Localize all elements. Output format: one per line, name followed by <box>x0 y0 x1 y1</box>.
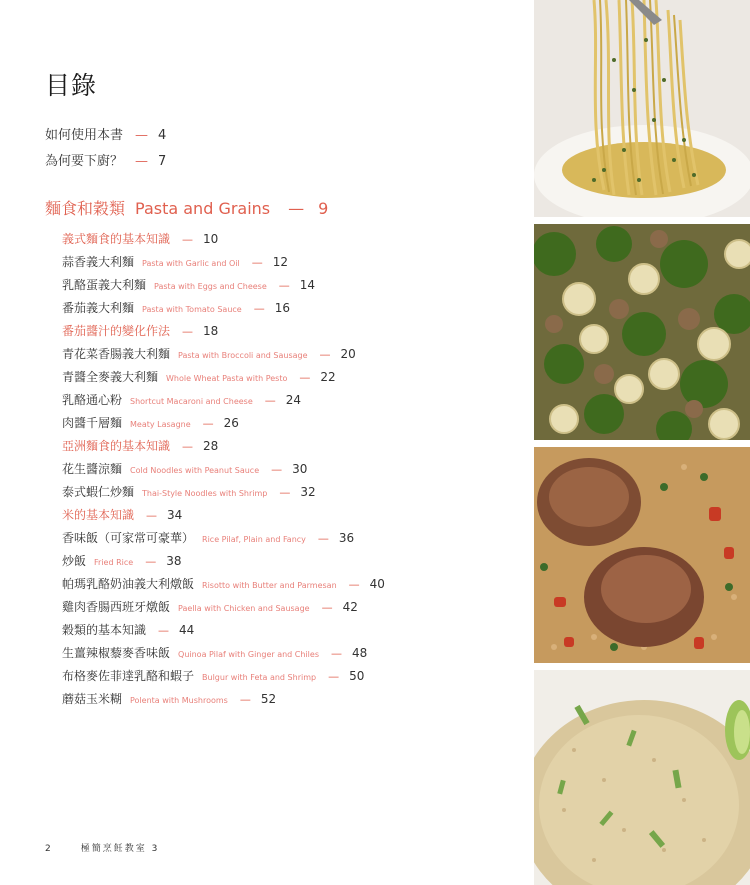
toc-entry[interactable] <box>62 691 522 714</box>
toc-title-zh: 蒜香義大利麵 <box>62 255 135 269</box>
toc-title-zh: 花生醬涼麵 <box>62 462 123 476</box>
toc-dash: — <box>251 256 263 269</box>
toc-title-en: Shortcut Macaroni and Cheese <box>130 397 253 406</box>
toc-dash: — <box>317 532 329 545</box>
toc-page-number: 48 <box>352 646 368 660</box>
toc-page-number: 44 <box>179 623 195 637</box>
toc-dash: — <box>253 302 265 315</box>
toc-title-zh: 乳酪蛋義大利麵 <box>62 278 147 292</box>
section-title-en: Pasta and Grains <box>135 199 271 218</box>
toc-page-number: 7 <box>158 154 167 169</box>
toc-entry[interactable] <box>62 438 522 461</box>
toc-title-zh: 泰式蝦仁炒麵 <box>62 485 135 499</box>
toc-title-zh: 番茄醬汁的變化作法 <box>62 324 171 338</box>
toc-entry[interactable] <box>62 392 522 415</box>
toc-entry[interactable] <box>62 530 522 553</box>
toc-title-en: Pasta with Tomato Sauce <box>142 305 242 314</box>
toc-page-number: 4 <box>158 128 167 143</box>
toc-title-zh: 為何要下廚？ <box>45 154 124 169</box>
toc-page-number: 28 <box>203 439 219 453</box>
toc-title-en: Pasta with Garlic and Oil <box>142 259 240 268</box>
toc-title-en: Pasta with Eggs and Cheese <box>154 282 267 291</box>
toc-dash: — <box>135 128 149 143</box>
section-title-zh: 麵食和穀類 <box>45 199 126 218</box>
toc-title-en: Pasta with Broccoli and Sausage <box>178 351 308 360</box>
toc-page-number: 12 <box>272 255 289 269</box>
toc-page-number: 20 <box>340 347 356 361</box>
toc-title-zh: 青醬全麥義大利麵 <box>62 370 159 384</box>
toc-dash: — <box>145 555 157 568</box>
toc-title-en: Bulgur with Feta and Shrimp <box>202 673 317 682</box>
toc-dash: — <box>182 440 194 453</box>
toc-title-en: Cold Noodles with Peanut Sauce <box>130 466 260 475</box>
footer-book-title: 極簡烹飪教室 3 <box>80 844 160 854</box>
toc-entry[interactable] <box>62 415 522 438</box>
toc-entry[interactable] <box>62 369 522 392</box>
toc-dash: — <box>331 647 342 660</box>
toc-page-number: 40 <box>369 577 385 591</box>
toc-dash: — <box>328 670 340 683</box>
toc-dash: — <box>239 693 251 706</box>
toc-title-zh: 亞洲麵食的基本知識 <box>62 439 171 453</box>
toc-title-zh: 青花菜香腸義大利麵 <box>62 347 171 361</box>
toc-dash: — <box>182 325 194 338</box>
toc-dash: — <box>182 233 194 246</box>
toc-page-number: 34 <box>167 508 183 522</box>
toc-dash: — <box>321 601 333 614</box>
toc-dash: — <box>202 417 214 430</box>
page-footer <box>45 841 159 854</box>
toc-page-number: 14 <box>299 278 316 292</box>
toc-title-en: Meaty Lasagne <box>130 420 191 429</box>
toc-entry[interactable] <box>62 300 522 323</box>
toc-page-number: 26 <box>223 416 239 430</box>
toc-page-number: 30 <box>292 462 308 476</box>
footer-page-number: 2 <box>45 844 51 854</box>
toc-title-zh: 肉醬千層麵 <box>62 416 123 430</box>
toc-title-en: Whole Wheat Pasta with Pesto <box>166 374 288 383</box>
toc-title-zh: 番茄義大利麵 <box>62 301 135 315</box>
toc-entry[interactable] <box>62 622 522 645</box>
toc-dash: — <box>264 394 276 407</box>
toc-page-number: 38 <box>166 554 182 568</box>
toc-entry[interactable] <box>62 576 522 599</box>
toc-dash: — <box>288 199 305 218</box>
toc-entry[interactable] <box>62 553 522 576</box>
toc-title-zh: 雞肉香腸西班牙燉飯 <box>62 600 171 614</box>
toc-title-zh: 布格麥佐菲達乳酪和蝦子 <box>62 669 195 683</box>
toc-title-zh: 穀類的基本知識 <box>62 623 147 637</box>
toc-page-number: 18 <box>203 324 219 338</box>
toc-page-number: 24 <box>285 393 302 407</box>
toc-entry[interactable] <box>62 668 522 691</box>
toc-title-zh: 米的基本知識 <box>62 508 135 522</box>
toc-title-zh: 香味飯（可家常可豪華） <box>62 531 195 545</box>
toc-entry[interactable] <box>62 254 522 277</box>
quinoa-pilaf-photo <box>534 670 750 885</box>
toc-page-number: 32 <box>300 485 316 499</box>
toc-entry[interactable] <box>62 231 522 254</box>
toc-title-en: Paella with Chicken and Sausage <box>178 604 310 613</box>
paella-chicken-photo <box>534 447 750 663</box>
toc-dash: — <box>158 624 170 637</box>
toc-title-zh: 如何使用本書 <box>45 128 124 143</box>
toc-page-number: 50 <box>349 669 365 683</box>
toc-page-number: 52 <box>260 692 277 706</box>
toc-intro-row[interactable] <box>45 152 166 178</box>
toc-title-en: Fried Rice <box>94 558 134 567</box>
toc-entry[interactable] <box>62 277 522 300</box>
toc-title-en: Polenta with Mushrooms <box>130 696 228 705</box>
orecchiette-broccoli-photo <box>534 224 750 440</box>
toc-title-en: Thai-Style Noodles with Shrimp <box>142 489 268 498</box>
toc-list <box>62 231 522 714</box>
toc-title-zh: 炒飯 <box>62 554 87 568</box>
toc-entry[interactable] <box>62 346 522 369</box>
toc-dash: — <box>319 348 331 361</box>
toc-entry[interactable] <box>62 507 522 530</box>
page-title: 目錄 <box>45 71 98 100</box>
toc-entry[interactable] <box>62 484 522 507</box>
toc-dash: — <box>135 154 149 169</box>
toc-entry[interactable] <box>62 599 522 622</box>
toc-page-number: 36 <box>338 531 355 545</box>
toc-title-zh: 生薑辣椒藜麥香味飯 <box>62 646 171 660</box>
toc-dash: — <box>348 578 360 591</box>
intro-list <box>45 126 166 178</box>
toc-title-en: Rice Pilaf, Plain and Fancy <box>202 535 306 544</box>
toc-entry[interactable] <box>62 323 522 346</box>
toc-entry[interactable] <box>62 645 522 668</box>
toc-dash: — <box>278 279 290 292</box>
toc-intro-row[interactable] <box>45 126 166 152</box>
toc-page-number: 42 <box>342 600 358 614</box>
toc-dash: — <box>271 463 283 476</box>
toc-page-number: 22 <box>320 370 336 384</box>
toc-title-en: Quinoa Pilaf with Ginger and Chiles <box>178 650 319 659</box>
toc-page-number: 10 <box>203 232 219 246</box>
toc-title-zh: 帕瑪乳酪奶油義大利燉飯 <box>62 577 195 591</box>
spaghetti-photo <box>534 0 750 217</box>
toc-title-zh: 乳酪通心粉 <box>62 393 123 407</box>
toc-page-number: 16 <box>274 301 290 315</box>
toc-dash: — <box>146 509 158 522</box>
toc-dash: — <box>279 486 291 499</box>
toc-title-en: Risotto with Butter and Parmesan <box>202 581 337 590</box>
toc-entry[interactable] <box>62 461 522 484</box>
toc-dash: — <box>299 371 311 384</box>
toc-title-zh: 蘑菇玉米糊 <box>62 692 123 706</box>
section-heading[interactable] <box>45 196 328 219</box>
toc-title-zh: 義式麵食的基本知識 <box>62 232 171 246</box>
section-page-number: 9 <box>318 199 329 218</box>
